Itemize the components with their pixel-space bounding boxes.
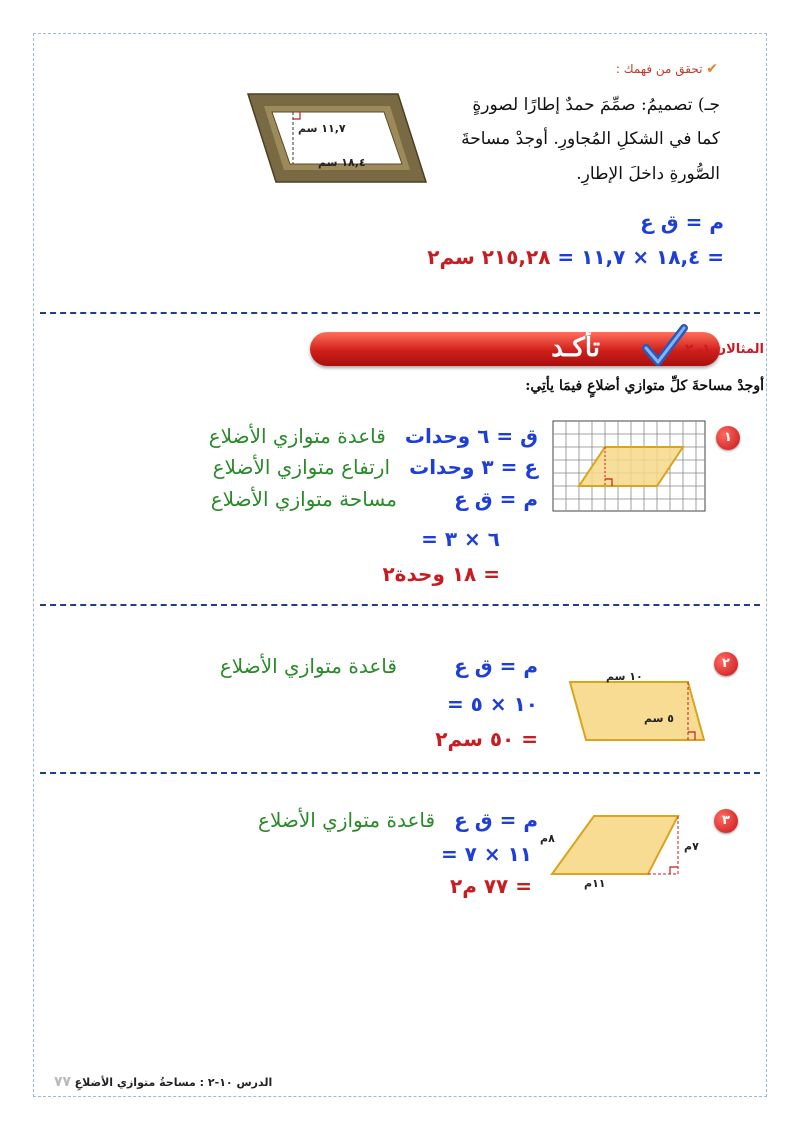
height-label-2: ٥ سم [644, 712, 674, 725]
problem3-step: = ١١ × ٧ [440, 842, 532, 866]
examples-reference: المثالان ١، ٢ [685, 342, 764, 357]
page-number: ٧٧ [54, 1074, 72, 1090]
pencil-check-icon: ✔ [706, 61, 718, 77]
height-label-3: ٧م [684, 840, 699, 853]
problem1-line1: ق = ٦ وحدات قاعدة متوازي الأضلاع [208, 424, 538, 448]
problem-number-1: ١ [716, 426, 740, 450]
side-label-3: ٨م [540, 832, 555, 845]
grid-parallelogram-figure [552, 420, 707, 512]
frame-base-label: ١٨,٤ سم [318, 156, 366, 169]
problem1-result: = ١٨ وحدة٢ [382, 562, 500, 586]
frame-height-label: ١١,٧ سم [298, 122, 346, 135]
base-label-2: ١٠ سم [606, 670, 643, 683]
footer: الدرس ١٠-٢ : مساحةُ متوازي الأضلاعِ ٧٧ [54, 1074, 273, 1090]
problem-text-line2: كما في الشكلِ المُجاورِ. أوجدْ مساحةَ [461, 129, 720, 149]
confirm-banner: تأكـد [310, 332, 720, 366]
problem-number-3: ٣ [714, 809, 738, 833]
parallelogram-figure-3 [548, 812, 698, 882]
problem-text-line1: جـ) تصميمُ: صمِّمَ حمدٌ إطارًا لصورةٍ [472, 95, 720, 115]
problem-number-2: ٢ [714, 652, 738, 676]
problem3-result: = ٧٧ م٢ [450, 874, 532, 898]
problem2-step: = ١٠ × ٥ [446, 692, 538, 716]
instruction-text: أوجدْ مساحةَ كلِّ متوازي أضلاعٍ فيمَا يأتِي: [525, 378, 764, 394]
check-formula: م = ق ع [640, 210, 724, 234]
problem1-line3: م = ق ع مساحة متوازي الأضلاع [210, 487, 538, 511]
problem-text-line3: الصُّورةِ داخلَ الإطارِ. [576, 164, 720, 184]
problem2-formula-line: م = ق ع قاعدة متوازي الأضلاع [219, 654, 538, 678]
problem3-formula-line: م = ق ع قاعدة متوازي الأضلاع [258, 808, 538, 832]
check-understanding-label: ✔ تحقق من فهمك : [615, 61, 718, 77]
problem1-step: = ٦ × ٣ [421, 527, 500, 551]
section-divider [40, 772, 760, 774]
problem1-line2: ع = ٣ وحدات ارتفاع متوازي الأضلاع [212, 455, 538, 479]
problem2-result: = ٥٠ سم٢ [435, 727, 538, 751]
base-label-3: ١١م [584, 877, 606, 890]
section-divider [40, 604, 760, 606]
picture-frame-figure [238, 88, 438, 188]
check-calculation: = ١٨,٤ × ١١,٧ = ٢١٥,٢٨ سم٢ [427, 245, 724, 269]
section-divider [40, 312, 760, 314]
checkmark-icon [640, 324, 690, 370]
